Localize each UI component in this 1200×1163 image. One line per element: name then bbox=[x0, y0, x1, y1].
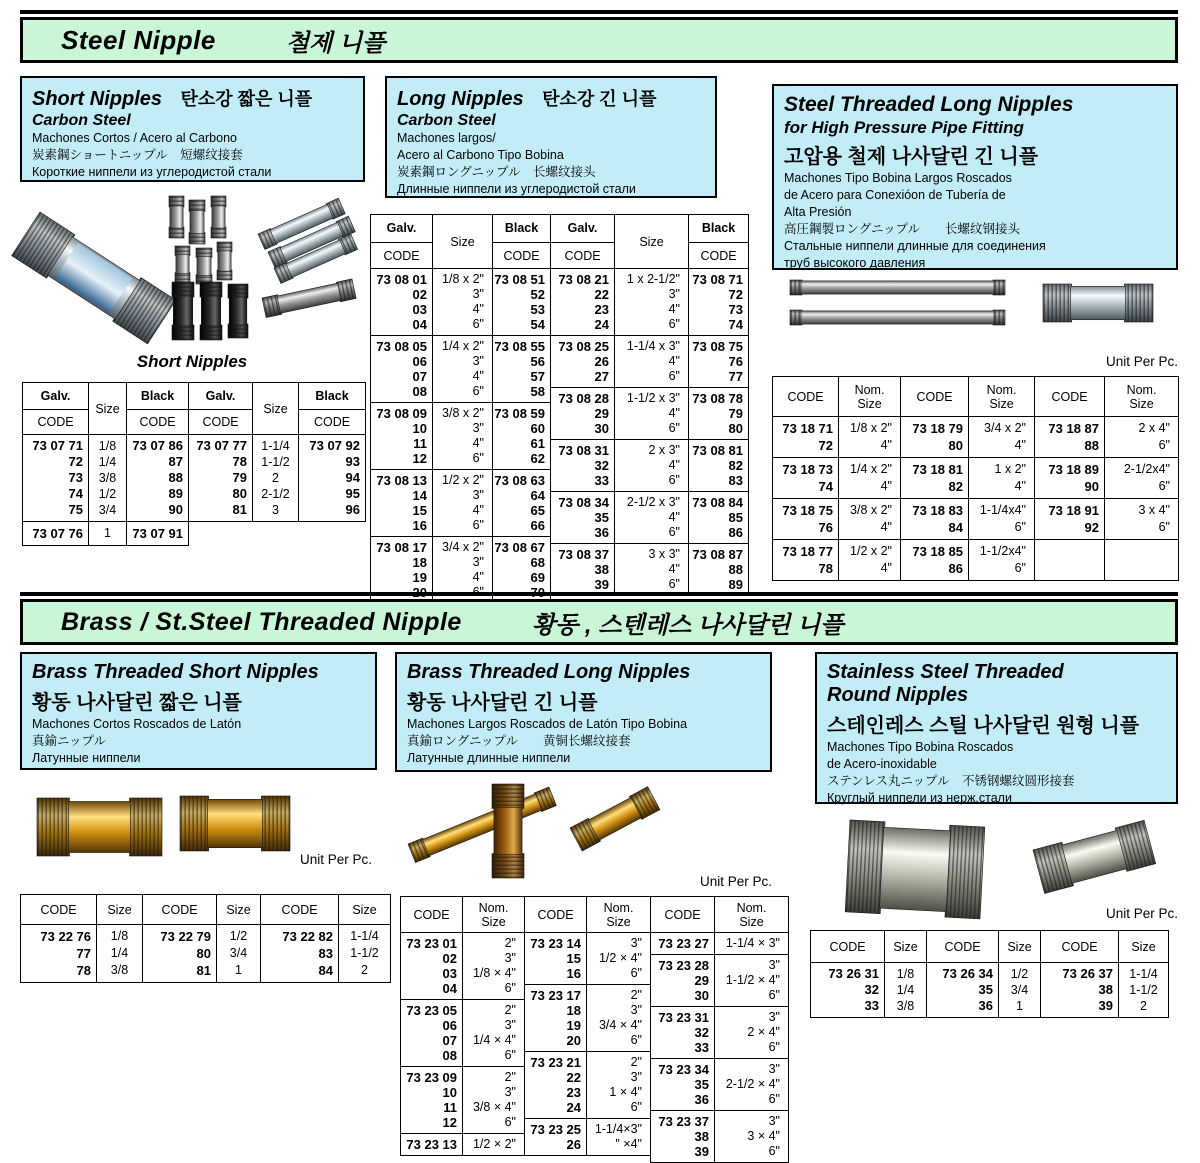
catalog-table bbox=[400, 896, 525, 1156]
table-cell: 73 26 37 38 39 bbox=[1041, 963, 1119, 1018]
table-cell: 73 26 34 35 36 bbox=[927, 963, 999, 1018]
table-cell: 73 18 83 84 bbox=[901, 499, 969, 540]
column-header: Size bbox=[615, 215, 689, 269]
column-header: Size bbox=[89, 383, 127, 435]
panel-title: Steel Threaded Long Nipples bbox=[784, 93, 1074, 116]
panel-lines bbox=[784, 170, 1166, 272]
table-cell: 73 18 91 92 bbox=[1035, 499, 1105, 540]
table-cell: 73 08 63 64 65 66 bbox=[493, 470, 551, 537]
table-cell: 73 08 59 60 61 62 bbox=[493, 403, 551, 470]
table-cell: 73 08 17 18 19 bbox=[371, 537, 433, 604]
table-cell: 1/4 x 2" 4" bbox=[839, 458, 901, 499]
panel-text-line: Стальные ниппели длинные для соединения bbox=[784, 239, 1046, 253]
panel-title-row bbox=[32, 85, 353, 111]
column-header: CODE bbox=[901, 377, 969, 417]
table-cell: 73 08 55 56 57 58 bbox=[493, 336, 551, 403]
table-cell: 73 07 76 bbox=[23, 522, 89, 546]
table-cell: 1/8 1/4 3/8 bbox=[97, 925, 143, 983]
table-cell: 1-1/4 × 3" bbox=[715, 933, 789, 955]
nipple-graphic bbox=[37, 798, 162, 856]
table-cell: 1-1/4 1-1/2 2 bbox=[1119, 963, 1169, 1018]
table-cell: 2-1/2 x 3" 4" 6" bbox=[615, 492, 689, 544]
table-cell: 73 22 76 77 78 bbox=[21, 925, 97, 983]
short-nipples-table bbox=[22, 382, 366, 546]
column-header: Nom. Size bbox=[463, 897, 525, 933]
column-header: CODE bbox=[261, 895, 339, 925]
table-cell: 1/2 x 2" 4" bbox=[839, 540, 901, 581]
column-header: Black CODE bbox=[689, 215, 749, 269]
table-cell: 1/8 x 2" 3" 4" 6" bbox=[433, 269, 493, 336]
column-header: CODE bbox=[401, 897, 463, 933]
table-cell: 73 08 01 02 03 04 bbox=[371, 269, 433, 336]
column-header: CODE bbox=[525, 897, 587, 933]
table-cell: 2" 3" 3/8 × 4" 6" bbox=[463, 1067, 525, 1134]
table-cell: 1/8 1/4 3/8 1/2 3/4 bbox=[89, 435, 127, 522]
table-cell: 1-1/2 x 3" 4" 6" bbox=[615, 388, 689, 440]
unit-per-pc-label: Unit Per Pc. bbox=[299, 852, 372, 867]
table-cell: 73 08 25 26 27 bbox=[551, 336, 615, 388]
panel-title-line2: Round Nipples bbox=[827, 684, 969, 706]
table-cell: 1 bbox=[89, 522, 127, 546]
table-cell: 73 23 09 10 11 12 bbox=[401, 1067, 463, 1134]
nipple-graphic bbox=[408, 787, 556, 862]
column-header: Black CODE bbox=[299, 383, 366, 435]
table-cell: 3" 1-1/2 × 4" 6" bbox=[715, 955, 789, 1007]
panel-short-nipples bbox=[20, 76, 365, 182]
short-nipples-caption: Short Nipples bbox=[136, 352, 248, 371]
table-cell: 73 18 71 72 bbox=[773, 417, 839, 458]
column-header: CODE bbox=[143, 895, 217, 925]
column-header: Size bbox=[339, 895, 391, 925]
column-header: CODE bbox=[811, 931, 885, 963]
table-cell: 73 18 75 76 bbox=[773, 499, 839, 540]
table-cell: 73 23 01 02 03 04 bbox=[401, 933, 463, 1000]
panel-text-line: 高圧鋼製ロングニップル 长螺纹钢接头 bbox=[784, 222, 1021, 236]
panel-lines bbox=[32, 130, 353, 181]
column-header: Nom. Size bbox=[715, 897, 789, 933]
panel-text-line: Короткие ниппели из углеродистой стали bbox=[32, 165, 272, 179]
panel-subtitle: for High Pressure Pipe Fitting bbox=[784, 118, 1024, 137]
column-header: Size bbox=[253, 383, 299, 435]
short-nipples-table-extra-row bbox=[22, 521, 366, 546]
long-nipples-tables bbox=[370, 214, 749, 604]
table-cell: 73 26 31 32 33 bbox=[811, 963, 885, 1018]
table-cell: 73 07 91 bbox=[127, 522, 189, 546]
table-cell: 1-1/4 x 3" 4" 6" bbox=[615, 336, 689, 388]
panel-text-line: Machones Cortos / Acero al Carbono bbox=[32, 131, 237, 145]
panel-text-line: Длинные ниппели из углеродистой стали bbox=[397, 182, 636, 196]
table-cell: 1/2 3/4 1 bbox=[999, 963, 1041, 1018]
brass-long-table-left bbox=[400, 896, 525, 1156]
table-cell: 73 18 77 78 bbox=[773, 540, 839, 581]
nipple-graphic bbox=[172, 282, 194, 340]
unit-per-pc-label: Unit Per Pc. bbox=[699, 874, 772, 889]
panel-brass-short bbox=[20, 652, 377, 770]
nipple-graphic bbox=[1043, 284, 1153, 322]
nipple-graphic bbox=[217, 242, 232, 280]
panel-text-line: Machones Cortos Roscados de Latón bbox=[32, 717, 242, 731]
table-cell: 73 18 89 90 bbox=[1035, 458, 1105, 499]
panel-text-line: de Acero-inoxidable bbox=[827, 757, 937, 771]
panel-lines bbox=[407, 716, 760, 767]
table-cell: 73 08 28 29 30 bbox=[551, 388, 615, 440]
brass-long-tables bbox=[400, 896, 789, 1163]
table-cell: 73 08 34 35 36 bbox=[551, 492, 615, 544]
table-cell: 73 23 34 35 36 bbox=[651, 1059, 715, 1111]
panel-title-ko: 황동 나사달린 짧은 니플 bbox=[32, 692, 242, 714]
table-cell: 1/2 3/4 1 bbox=[217, 925, 261, 983]
table-cell: 73 07 77 78 79 80 81 bbox=[189, 435, 253, 522]
nipple-graphic bbox=[790, 310, 1005, 325]
steel-threaded-table bbox=[772, 376, 1179, 581]
panel-text-line: 真鍮ニップル bbox=[32, 734, 107, 748]
table-cell: 2" 3" 1/4 × 4" 6" bbox=[463, 1000, 525, 1067]
column-header: Black CODE bbox=[127, 383, 189, 435]
table-cell: 1/2 × 2" bbox=[463, 1134, 525, 1156]
column-header: CODE bbox=[651, 897, 715, 933]
catalog-table bbox=[550, 214, 749, 596]
nipple-graphic bbox=[175, 246, 190, 282]
table-cell: 73 23 25 26 bbox=[525, 1119, 587, 1156]
table-cell: 2" 3" 3/4 × 4" 6" bbox=[587, 985, 651, 1052]
table-cell: 3/8 x 2" 4" bbox=[839, 499, 901, 540]
panel-title: Short Nipples bbox=[32, 88, 163, 110]
panel-inox-round bbox=[815, 652, 1178, 804]
table-cell: 73 08 13 14 15 16 bbox=[371, 470, 433, 537]
panel-text-line: Круглый ниппели из нерж.стали bbox=[827, 791, 1012, 805]
table-cell: 73 08 75 76 77 bbox=[689, 336, 749, 388]
banner-title-en: Brass / St.Steel Threaded Nipple bbox=[61, 607, 462, 636]
table-cell: 1/4 x 2" 3" 4" 6" bbox=[433, 336, 493, 403]
table-cell: 73 23 27 bbox=[651, 933, 715, 955]
panel-title: Brass Threaded Short Nipples bbox=[32, 661, 319, 683]
table-cell: 1/8 x 2" 4" bbox=[839, 417, 901, 458]
table-cell: 73 07 71 72 73 74 75 bbox=[23, 435, 89, 522]
nipple-graphic bbox=[790, 280, 1005, 295]
nipple-graphic bbox=[180, 796, 290, 851]
nipple-graphic bbox=[228, 284, 248, 338]
table-cell: 1-1/4 1-1/2 2 bbox=[339, 925, 391, 983]
panel-text-line: Machones Tipo Bobina Largos Roscados bbox=[784, 171, 1012, 185]
catalog-table bbox=[772, 376, 1179, 581]
inox-round-table bbox=[810, 930, 1169, 1018]
column-header: Galv. CODE bbox=[189, 383, 253, 435]
column-header: CODE bbox=[927, 931, 999, 963]
table-cell: 73 23 28 29 30 bbox=[651, 955, 715, 1007]
banner-steel-nipple bbox=[20, 10, 1178, 63]
panel-text-line: 真鍮ロングニップル 黄铜长螺纹接套 bbox=[407, 734, 631, 748]
nipple-graphic bbox=[196, 248, 212, 284]
steel-threaded-photo bbox=[775, 272, 1175, 358]
column-header: Black CODE bbox=[493, 215, 551, 269]
column-header: Nom. Size bbox=[839, 377, 901, 417]
table-cell: 2 x 3" 4" 6" bbox=[615, 440, 689, 492]
long-nipples-table-left bbox=[370, 214, 551, 604]
brass-short-table bbox=[20, 894, 391, 983]
catalog-table bbox=[810, 930, 1169, 1018]
panel-subtitle: Carbon Steel bbox=[32, 112, 131, 129]
table-cell: 73 18 73 74 bbox=[773, 458, 839, 499]
table-cell: 3/4 x 2" 4" bbox=[969, 417, 1035, 458]
panel-title-ko: 고압용 철제 나사달린 긴 니플 bbox=[784, 146, 1039, 168]
long-nipples-table-right bbox=[550, 214, 749, 596]
panel-title: Brass Threaded Long Nipples bbox=[407, 661, 691, 683]
short-nipples-photo bbox=[22, 190, 362, 350]
panel-text-line: 炭素鋼ロングニップル 长螺纹接头 bbox=[397, 165, 596, 179]
panel-text-line: ステンレス丸ニップル 不锈钢螺纹圆形接套 bbox=[827, 774, 1075, 788]
table-cell: 73 23 05 06 07 08 bbox=[401, 1000, 463, 1067]
table-cell: 2" 3" 1 × 4" 6" bbox=[587, 1052, 651, 1119]
banner-brass-ststeel bbox=[20, 592, 1178, 645]
panel-title-ko: 탄소강 긴 니플 bbox=[542, 89, 657, 109]
table-cell: 3" 2-1/2 × 4" 6" bbox=[715, 1059, 789, 1111]
column-header: CODE bbox=[21, 895, 97, 925]
catalog-table bbox=[650, 896, 789, 1163]
table-cell: 73 08 51 52 53 54 bbox=[493, 269, 551, 336]
column-header: CODE bbox=[1041, 931, 1119, 963]
table-cell: 73 08 71 72 73 74 bbox=[689, 269, 749, 336]
brass-long-table-right bbox=[650, 896, 789, 1163]
banner-rule bbox=[20, 592, 1178, 596]
column-header: Size bbox=[999, 931, 1041, 963]
nipple-graphic bbox=[211, 196, 226, 238]
table-cell: 1-1/4×3" " ×4" bbox=[587, 1119, 651, 1156]
table-cell: 73 07 92 93 94 95 96 bbox=[299, 435, 366, 522]
nipple-graphic bbox=[1033, 820, 1156, 893]
table-cell: 73 07 86 87 88 89 90 bbox=[127, 435, 189, 522]
table-cell: 73 08 87 88 89 bbox=[689, 544, 749, 596]
panel-text-line: Machones Tipo Bobina Roscados bbox=[827, 740, 1014, 754]
table-cell: 2" 3" 1/8 × 4" 6" bbox=[463, 933, 525, 1000]
table-cell: 3" 2 × 4" 6" bbox=[715, 1007, 789, 1059]
column-header: Galv. CODE bbox=[371, 215, 433, 269]
table-cell: 73 08 81 82 83 bbox=[689, 440, 749, 492]
banner-box bbox=[20, 17, 1178, 63]
nipple-graphic bbox=[189, 200, 205, 244]
column-header: Galv. CODE bbox=[551, 215, 615, 269]
column-header: Size bbox=[217, 895, 261, 925]
nipple-graphic bbox=[200, 282, 222, 340]
table-cell: 73 18 85 86 bbox=[901, 540, 969, 581]
panel-text-line: Acero al Carbono Tipo Bobina bbox=[397, 148, 564, 162]
banner-box bbox=[20, 599, 1178, 645]
nipple-graphic bbox=[570, 787, 660, 851]
panel-title-ko: 황동 나사달린 긴 니플 bbox=[407, 692, 598, 714]
panel-text-line: Machones Largos Roscados de Latón Tipo Bobina bbox=[407, 717, 688, 731]
panel-title-ko: 스테인레스 스틸 나사달린 원형 니플 bbox=[827, 715, 1140, 737]
table-cell: 2-1/2x4" 6" bbox=[1105, 458, 1179, 499]
panel-text-line: Латунные ниппели bbox=[32, 751, 141, 765]
catalog-table bbox=[20, 894, 391, 983]
unit-per-pc-label: Unit Per Pc. bbox=[1105, 906, 1178, 921]
table-cell: 73 22 82 83 84 bbox=[261, 925, 339, 983]
table-cell: 3" 3 × 4" 6" bbox=[715, 1111, 789, 1163]
table-cell: 1 x 2" 4" bbox=[969, 458, 1035, 499]
table-cell: 73 08 37 38 39 bbox=[551, 544, 615, 596]
brass-long-photo bbox=[400, 778, 665, 886]
table-cell: 73 18 81 82 bbox=[901, 458, 969, 499]
table-cell: 3/8 x 2" 3" 4" 6" bbox=[433, 403, 493, 470]
nipple-graphic bbox=[12, 212, 176, 344]
panel-title: Stainless Steel Threaded bbox=[827, 661, 1064, 683]
table-cell: 3" 1/2 × 4" 6" bbox=[587, 933, 651, 985]
banner-title-ko: 황동 , 스텐레스 나사달린 니플 bbox=[531, 611, 844, 639]
table-cell: 73 08 09 10 11 12 bbox=[371, 403, 433, 470]
nipple-graphic bbox=[492, 784, 524, 878]
table-cell: 1-1/4x4" 6" bbox=[969, 499, 1035, 540]
brass-long-table-middle bbox=[524, 896, 651, 1156]
panel-steel-threaded bbox=[772, 84, 1178, 270]
banner-title-ko: 철제 니플 bbox=[285, 29, 386, 57]
nipple-graphic bbox=[262, 279, 356, 318]
column-header: Size bbox=[97, 895, 143, 925]
column-header: CODE bbox=[1035, 377, 1105, 417]
table-cell: 73 18 87 88 bbox=[1035, 417, 1105, 458]
column-header: Size bbox=[885, 931, 927, 963]
panel-text-line: Alta Presión bbox=[784, 205, 852, 219]
panel-text-line: труб высокого давления bbox=[784, 256, 926, 270]
panel-subtitle: Carbon Steel bbox=[397, 112, 496, 129]
table-cell: 3 x 4" 6" bbox=[1105, 499, 1179, 540]
table-cell: 73 23 21 22 23 24 bbox=[525, 1052, 587, 1119]
column-header: Nom. Size bbox=[1105, 377, 1179, 417]
panel-title-ko: 탄소강 짧은 니플 bbox=[180, 89, 313, 109]
table-cell: 73 23 17 18 19 20 bbox=[525, 985, 587, 1052]
table-cell: 73 08 21 22 23 24 bbox=[551, 269, 615, 336]
panel-lines bbox=[397, 130, 705, 198]
banner-rule bbox=[20, 10, 1178, 14]
unit-per-pc-label: Unit Per Pc. bbox=[1105, 354, 1178, 369]
panel-brass-long bbox=[395, 652, 772, 772]
panel-text-line: de Acero para Conexióon de Tubería de bbox=[784, 188, 1006, 202]
table-cell: 73 08 78 79 80 bbox=[689, 388, 749, 440]
column-header: Nom. Size bbox=[969, 377, 1035, 417]
table-cell: 1-1/2x4" 6" bbox=[969, 540, 1035, 581]
panel-title: Long Nipples bbox=[397, 88, 524, 110]
panel-text-line: 炭素鋼ショートニップル 短螺纹接套 bbox=[32, 148, 243, 162]
column-header: Size bbox=[433, 215, 493, 269]
panel-long-nipples bbox=[385, 76, 717, 198]
column-header: Nom. Size bbox=[587, 897, 651, 933]
column-header: CODE bbox=[773, 377, 839, 417]
nipple-graphic bbox=[169, 196, 184, 238]
catalog-table bbox=[22, 382, 366, 522]
table-cell bbox=[1105, 540, 1179, 581]
panel-lines bbox=[827, 739, 1166, 807]
table-cell: 73 23 31 32 33 bbox=[651, 1007, 715, 1059]
table-cell: 73 08 84 85 86 bbox=[689, 492, 749, 544]
table-cell: 73 22 79 80 81 bbox=[143, 925, 217, 983]
table-cell: 2 x 4" 6" bbox=[1105, 417, 1179, 458]
column-header: Size bbox=[1119, 931, 1169, 963]
nipple-graphic bbox=[845, 820, 985, 919]
table-cell: 73 08 31 32 33 bbox=[551, 440, 615, 492]
panel-text-line: Латунные длинные ниппели bbox=[407, 751, 571, 765]
table-cell: 1/2 x 2" 3" 4" 6" bbox=[433, 470, 493, 537]
table-cell: 1-1/4 1-1/2 2 2-1/2 3 bbox=[253, 435, 299, 522]
table-cell bbox=[1035, 540, 1105, 581]
table-cell: 73 23 37 38 39 bbox=[651, 1111, 715, 1163]
panel-title-row bbox=[397, 85, 705, 111]
table-cell: 73 23 14 15 16 bbox=[525, 933, 587, 985]
table-cell: 3/4 x 2" 3" 4" bbox=[433, 537, 493, 604]
table-cell: 73 18 79 80 bbox=[901, 417, 969, 458]
short-nipples-table-main bbox=[22, 382, 366, 522]
table-cell: 1 x 2-1/2" 3" 4" 6" bbox=[615, 269, 689, 336]
catalog-table bbox=[22, 521, 189, 546]
panel-text-line: Machones largos/ bbox=[397, 131, 496, 145]
panel-lines bbox=[32, 716, 365, 767]
table-cell: 73 08 05 06 07 08 bbox=[371, 336, 433, 403]
column-header: Galv. CODE bbox=[23, 383, 89, 435]
table-cell: 3 x 3" 4" 6" bbox=[615, 544, 689, 596]
banner-title-en: Steel Nipple bbox=[61, 24, 216, 55]
catalog-table bbox=[524, 896, 651, 1156]
table-cell: 73 23 13 bbox=[401, 1134, 463, 1156]
catalog-table bbox=[370, 214, 551, 604]
table-cell: 73 08 67 68 69 bbox=[493, 537, 551, 604]
table-cell: 1/8 1/4 3/8 bbox=[885, 963, 927, 1018]
